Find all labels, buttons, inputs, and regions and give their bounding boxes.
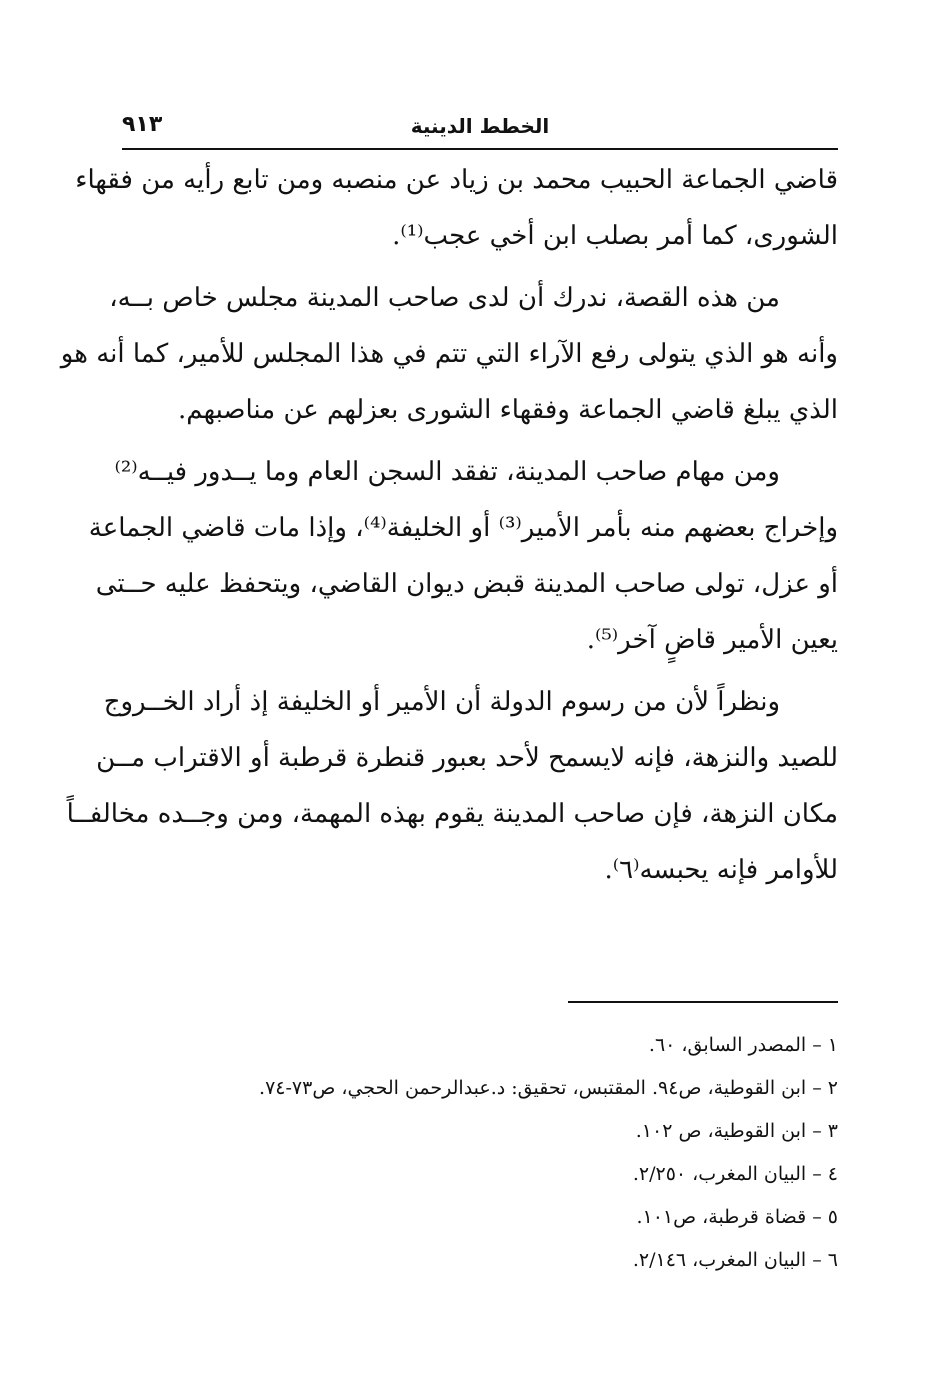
header-rule: [122, 148, 838, 150]
footnote-rule: [568, 1001, 838, 1003]
text-line: الذي يبلغ قاضي الجماعة وفقهاء الشورى بعزلهم عن مناصبهم.: [178, 395, 838, 425]
footnotes-list: [122, 1024, 838, 1282]
text-line: أو عزل، تولى صاحب المدينة قبض ديوان القاضي، ويتحفظ عليه حــتى: [95, 569, 838, 599]
text-line: الشورى، كما أمر بصلب ابن أخي عجب⁽¹⁾.: [392, 221, 838, 251]
running-title: الخطط الدينية: [410, 114, 550, 138]
footnote-item: ٣ – ابن القوطية، ص ١٠٢.: [635, 1120, 838, 1142]
text-line: مكان النزهة، فإن صاحب المدينة يقوم بهذه المهمة، ومن وجــده مخالفــاً: [66, 799, 838, 829]
footnote-item: ٥ – قضاة قرطبة، ص١٠١.: [636, 1206, 838, 1228]
paragraph-3: [88, 444, 838, 668]
footnote-item: ٤ – البيان المغرب، ٢/٢٥٠.: [632, 1163, 838, 1185]
paragraph-4: [66, 674, 838, 898]
text-line: قاضي الجماعة الحبيب محمد بن زياد عن منصبه ومن تابع رأيه من فقهاء: [75, 165, 838, 195]
paragraph-1: [75, 152, 838, 264]
text-line: ونظراً لأن من رسوم الدولة أن الأمير أو الخليفة إذ أراد الخــروج: [103, 687, 780, 717]
text-line: وإخراج بعضهم منه بأمر الأمير⁽³⁾ أو الخليفة⁽⁴⁾، وإذا مات قاضي الجماعة: [88, 513, 838, 543]
footnote-item: ٦ – البيان المغرب، ٢/١٤٦.: [632, 1249, 838, 1271]
page-header: [122, 108, 838, 148]
page-number: ٩١٣: [122, 112, 163, 137]
paragraph-2: [60, 270, 838, 438]
text-line: يعين الأمير قاضٍ آخر⁽⁵⁾.: [586, 625, 838, 655]
footnote-item: ١ – المصدر السابق، ٦٠.: [648, 1034, 838, 1056]
text-line: ومن مهام صاحب المدينة، تفقد السجن العام وما يــدور فيــه⁽²⁾: [114, 457, 780, 487]
footnote-item: ٢ – ابن القوطية، ص٩٤. المقتبس، تحقيق: د.عبدالرحمن الحجي، ص٧٣-٧٤.: [259, 1077, 838, 1099]
text-line: وأنه هو الذي يتولى رفع الآراء التي تتم في هذا المجلس للأمير، كما أنه هو: [60, 339, 838, 369]
body-text: [60, 152, 838, 904]
text-line: للأوامر فإنه يحبسه⁽٦⁾.: [604, 855, 838, 885]
text-line: للصيد والنزهة، فإنه لايسمح لأحد بعبور قنطرة قرطبة أو الاقتراب مــن: [96, 743, 838, 773]
text-line: من هذه القصة، ندرك أن لدى صاحب المدينة مجلس خاص بــه،: [109, 283, 780, 313]
